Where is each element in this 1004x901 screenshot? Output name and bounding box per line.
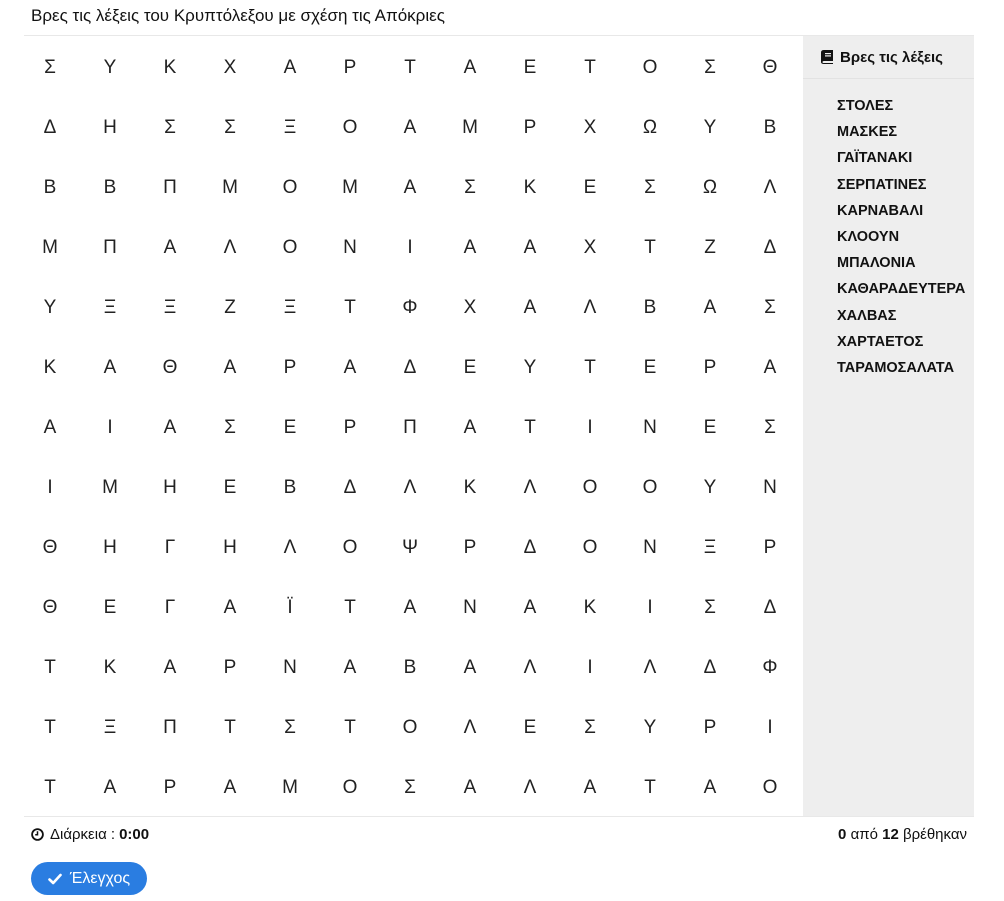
grid-cell[interactable]: Χ: [583, 237, 597, 258]
grid-cell[interactable]: Υ: [643, 717, 657, 738]
grid-cell[interactable]: Π: [163, 177, 177, 198]
grid-cell[interactable]: Α: [703, 777, 717, 798]
grid-cell[interactable]: Μ: [42, 237, 58, 258]
grid-cell[interactable]: Α: [463, 777, 477, 798]
grid-cell[interactable]: Ν: [283, 657, 297, 678]
grid-cell[interactable]: Ν: [643, 537, 657, 558]
word-list-item: ΣΤΟΛΕΣ: [837, 98, 894, 114]
grid-cell[interactable]: Ο: [642, 57, 658, 78]
grid-cell[interactable]: Ρ: [763, 537, 777, 558]
grid-cell[interactable]: Α: [523, 597, 537, 618]
word-list-item: ΜΠΑΛΟΝΙΑ: [837, 255, 916, 272]
grid-cell[interactable]: Σ: [764, 297, 776, 318]
grid-cell[interactable]: Λ: [463, 717, 477, 738]
grid-cell[interactable]: Η: [223, 537, 237, 558]
word-list-item: ΚΑΘΑΡΑΔΕΥΤΕΡΑ: [837, 281, 966, 298]
grid-cell[interactable]: Γ: [164, 537, 176, 558]
found-of: από: [850, 826, 878, 843]
grid-cell[interactable]: Ο: [582, 537, 598, 558]
grid-cell[interactable]: Ι: [407, 237, 413, 258]
grid-cell[interactable]: Τ: [584, 357, 596, 378]
grid-cell[interactable]: Σ: [224, 417, 236, 438]
bottom-divider: [24, 816, 974, 817]
grid-cell[interactable]: Ε: [103, 597, 117, 618]
word-list-item: ΤΑΡΑΜΟΣΑΛΑΤΑ: [837, 359, 955, 376]
grid-cell[interactable]: Σ: [764, 417, 776, 438]
grid-cell[interactable]: Β: [283, 477, 297, 498]
grid-cell[interactable]: Ο: [402, 717, 418, 738]
grid-cell[interactable]: Α: [463, 237, 477, 258]
grid-cell[interactable]: Π: [103, 237, 117, 258]
grid-cell[interactable]: Ο: [642, 477, 658, 498]
grid-cell[interactable]: Σ: [704, 57, 716, 78]
grid-cell[interactable]: Φ: [762, 657, 778, 678]
grid-cell[interactable]: Ε: [463, 357, 477, 378]
grid-cell[interactable]: Σ: [404, 777, 416, 798]
grid-cell[interactable]: Μ: [342, 177, 358, 198]
grid-cell[interactable]: Θ: [42, 597, 58, 618]
grid-cell[interactable]: Φ: [402, 297, 418, 318]
grid-cell[interactable]: Λ: [523, 477, 537, 498]
word-list-panel: [803, 36, 974, 816]
grid-cell[interactable]: Α: [43, 417, 57, 438]
grid-cell[interactable]: Μ: [102, 477, 118, 498]
grid-cell[interactable]: Λ: [283, 537, 297, 558]
grid-cell[interactable]: Ζ: [224, 297, 236, 318]
word-list-item: ΚΛΟΟΥΝ: [837, 228, 900, 245]
grid-cell[interactable]: Δ: [763, 237, 777, 258]
grid-cell[interactable]: Λ: [763, 177, 777, 198]
grid-cell[interactable]: Υ: [103, 57, 117, 78]
grid-cell[interactable]: Ι: [587, 657, 593, 678]
grid-cell[interactable]: Σ: [704, 597, 716, 618]
grid-cell[interactable]: Ε: [223, 477, 237, 498]
grid-cell[interactable]: Δ: [523, 537, 537, 558]
grid-cell[interactable]: Α: [463, 657, 477, 678]
grid-cell[interactable]: Α: [583, 777, 597, 798]
grid-cell[interactable]: Σ: [284, 717, 296, 738]
grid-cell[interactable]: Ο: [342, 537, 358, 558]
found-suffix: βρέθηκαν: [902, 826, 967, 843]
grid-cell[interactable]: Ε: [703, 417, 717, 438]
grid-cell[interactable]: Α: [763, 357, 777, 378]
grid-cell[interactable]: Λ: [583, 297, 597, 318]
grid-cell[interactable]: Α: [343, 657, 357, 678]
duration-value: 0:00: [119, 826, 150, 843]
grid-cell[interactable]: Λ: [523, 777, 537, 798]
grid-cell[interactable]: Σ: [44, 57, 56, 78]
grid-cell[interactable]: Α: [223, 597, 237, 618]
grid-cell[interactable]: Τ: [44, 777, 56, 798]
grid-cell[interactable]: Ζ: [704, 237, 716, 258]
grid-cell[interactable]: Ο: [762, 777, 778, 798]
grid-cell[interactable]: Α: [523, 297, 537, 318]
grid-cell[interactable]: Ο: [582, 477, 598, 498]
grid-cell[interactable]: Δ: [403, 357, 417, 378]
grid-cell[interactable]: Α: [283, 57, 297, 78]
grid-cell[interactable]: Ε: [523, 717, 537, 738]
grid-cell[interactable]: Ο: [282, 177, 298, 198]
grid-cell[interactable]: Ο: [342, 777, 358, 798]
found-count: 0: [838, 826, 847, 843]
grid-cell[interactable]: Ξ: [103, 717, 117, 738]
grid-cell[interactable]: Β: [643, 297, 657, 318]
grid-cell[interactable]: Ρ: [703, 357, 717, 378]
grid-cell[interactable]: Ε: [283, 417, 297, 438]
page-title: Βρες τις λέξεις του Κρυπτόλεξου με σχέση τις Απόκριες: [31, 6, 445, 25]
grid-cell[interactable]: Δ: [43, 117, 57, 138]
grid-cell[interactable]: Ψ: [402, 537, 418, 558]
grid-cell[interactable]: Ι: [587, 417, 593, 438]
word-list-title: Βρες τις λέξεις: [840, 48, 943, 66]
grid-cell[interactable]: Χ: [463, 297, 477, 318]
grid-cell[interactable]: Ρ: [343, 57, 357, 78]
grid-cell[interactable]: Ν: [763, 477, 777, 498]
grid-cell[interactable]: Τ: [404, 57, 416, 78]
word-list-item: ΜΑΣΚΕΣ: [837, 124, 898, 141]
grid-cell[interactable]: Κ: [463, 477, 477, 498]
grid-cell[interactable]: Ι: [47, 477, 53, 498]
grid-cell[interactable]: Ρ: [523, 117, 537, 138]
grid-cell[interactable]: Ι: [767, 717, 773, 738]
grid-cell[interactable]: Ξ: [103, 297, 117, 318]
grid-cell[interactable]: Μ: [462, 117, 478, 138]
grid-cell[interactable]: Ρ: [703, 717, 717, 738]
grid-cell[interactable]: Τ: [44, 657, 56, 678]
grid-cell[interactable]: Χ: [583, 117, 597, 138]
check-button-label: Έλεγχος: [69, 869, 131, 887]
grid-cell[interactable]: Χ: [223, 57, 237, 78]
grid-cell[interactable]: Λ: [403, 477, 417, 498]
grid-cell[interactable]: Α: [463, 57, 477, 78]
word-list-item: ΚΑΡΝΑΒΑΛΙ: [837, 202, 924, 219]
checkmark-icon: [48, 873, 62, 885]
grid-cell[interactable]: Κ: [583, 597, 597, 618]
grid-cell[interactable]: Ν: [343, 237, 357, 258]
word-search-grid[interactable]: [24, 36, 803, 816]
grid-cell[interactable]: Τ: [44, 717, 56, 738]
grid-cell[interactable]: Σ: [644, 177, 656, 198]
grid-cell[interactable]: Σ: [224, 117, 236, 138]
word-list-item: ΧΑΛΒΑΣ: [837, 307, 897, 324]
grid-cell[interactable]: Α: [163, 417, 177, 438]
grid-cell[interactable]: Σ: [164, 117, 176, 138]
grid-cell[interactable]: Ξ: [163, 297, 177, 318]
grid-cell[interactable]: Ε: [583, 177, 597, 198]
grid-cell[interactable]: Τ: [584, 57, 596, 78]
grid-cell[interactable]: Λ: [523, 657, 537, 678]
grid-cell[interactable]: Δ: [343, 477, 357, 498]
grid-cell[interactable]: Α: [343, 357, 357, 378]
grid-cell[interactable]: Τ: [344, 297, 356, 318]
grid-cell[interactable]: Κ: [103, 657, 117, 678]
grid-cell[interactable]: Α: [223, 777, 237, 798]
grid-cell[interactable]: Π: [403, 417, 417, 438]
grid-cell[interactable]: Α: [403, 177, 417, 198]
word-list-heading: [803, 36, 974, 79]
grid-cell[interactable]: Ι: [647, 597, 653, 618]
grid-cell[interactable]: Η: [163, 477, 177, 498]
grid-cell[interactable]: Ρ: [163, 777, 177, 798]
grid-cell[interactable]: Κ: [523, 177, 537, 198]
book-icon: [821, 50, 834, 64]
grid-cell[interactable]: Ο: [342, 117, 358, 138]
grid-cell[interactable]: Θ: [762, 57, 778, 78]
grid-cell[interactable]: Σ: [584, 717, 596, 738]
grid-cell[interactable]: Ρ: [463, 537, 477, 558]
grid-cell[interactable]: Ϊ: [287, 597, 293, 618]
grid-cell[interactable]: Ρ: [283, 357, 297, 378]
grid-cell[interactable]: Λ: [643, 657, 657, 678]
grid-cell[interactable]: Ξ: [283, 297, 297, 318]
grid-cell[interactable]: Ξ: [703, 537, 717, 558]
grid-cell[interactable]: Ω: [702, 177, 718, 198]
grid-cell[interactable]: Ξ: [283, 117, 297, 138]
clock-icon: [31, 828, 44, 841]
grid-cell[interactable]: Γ: [164, 597, 176, 618]
grid-cell[interactable]: Α: [403, 117, 417, 138]
grid-cell[interactable]: Τ: [344, 597, 356, 618]
grid-cell[interactable]: Η: [103, 537, 117, 558]
word-list-item: ΧΑΡΤΑΕΤΟΣ: [837, 333, 924, 350]
word-list: [803, 79, 974, 381]
grid-cell[interactable]: Τ: [524, 417, 536, 438]
grid-cell[interactable]: Α: [223, 357, 237, 378]
check-button[interactable]: [31, 862, 147, 895]
grid-cell[interactable]: Ρ: [223, 657, 237, 678]
grid-cell[interactable]: Α: [163, 657, 177, 678]
grid-cell[interactable]: Ι: [107, 417, 113, 438]
grid-cell[interactable]: Α: [163, 237, 177, 258]
grid-cell[interactable]: Κ: [163, 57, 177, 78]
duration-display: [31, 826, 149, 843]
grid-cell[interactable]: Α: [523, 237, 537, 258]
grid-cell[interactable]: Α: [703, 297, 717, 318]
grid-cell[interactable]: Τ: [344, 717, 356, 738]
grid-cell[interactable]: Υ: [703, 477, 717, 498]
duration-label: Διάρκεια :: [50, 826, 116, 843]
grid-cell[interactable]: Η: [103, 117, 117, 138]
total-count: 12: [882, 826, 899, 843]
grid-cell[interactable]: Ε: [643, 357, 657, 378]
grid-cell[interactable]: Ρ: [343, 417, 357, 438]
grid-cell[interactable]: Θ: [162, 357, 178, 378]
grid-cell[interactable]: Σ: [464, 177, 476, 198]
grid-cell[interactable]: Β: [43, 177, 57, 198]
grid-cell[interactable]: Υ: [523, 357, 537, 378]
grid-cell[interactable]: Α: [103, 357, 117, 378]
word-list-item: ΓΑΪΤΑΝΑΚΙ: [837, 150, 913, 167]
word-list-item: ΣΕΡΠΑΤΙΝΕΣ: [837, 176, 927, 193]
grid-cell[interactable]: Β: [403, 657, 417, 678]
grid-cell[interactable]: Κ: [43, 357, 57, 378]
grid-cell[interactable]: Μ: [222, 177, 238, 198]
grid-cell[interactable]: Ε: [523, 57, 537, 78]
grid-cell[interactable]: Α: [103, 777, 117, 798]
grid-cell[interactable]: Υ: [703, 117, 717, 138]
grid-cell[interactable]: Π: [163, 717, 177, 738]
grid-cell[interactable]: Τ: [224, 717, 236, 738]
grid-cell[interactable]: Δ: [763, 597, 777, 618]
grid-cell[interactable]: Β: [763, 117, 777, 138]
grid-cell[interactable]: Α: [403, 597, 417, 618]
grid-cell[interactable]: Ν: [463, 597, 477, 618]
grid-cell[interactable]: Υ: [43, 297, 57, 318]
grid-cell[interactable]: Θ: [42, 537, 58, 558]
found-counter: [838, 826, 967, 843]
grid-cell[interactable]: Ω: [642, 117, 658, 138]
grid-cell[interactable]: Τ: [644, 777, 656, 798]
grid-cell[interactable]: Ο: [282, 237, 298, 258]
grid-cell[interactable]: Β: [103, 177, 117, 198]
grid-cell[interactable]: Ν: [643, 417, 657, 438]
grid-cell[interactable]: Μ: [282, 777, 298, 798]
grid-cell[interactable]: Α: [463, 417, 477, 438]
grid-cell[interactable]: Δ: [703, 657, 717, 678]
grid-cell[interactable]: Λ: [223, 237, 237, 258]
grid-cell[interactable]: Τ: [644, 237, 656, 258]
